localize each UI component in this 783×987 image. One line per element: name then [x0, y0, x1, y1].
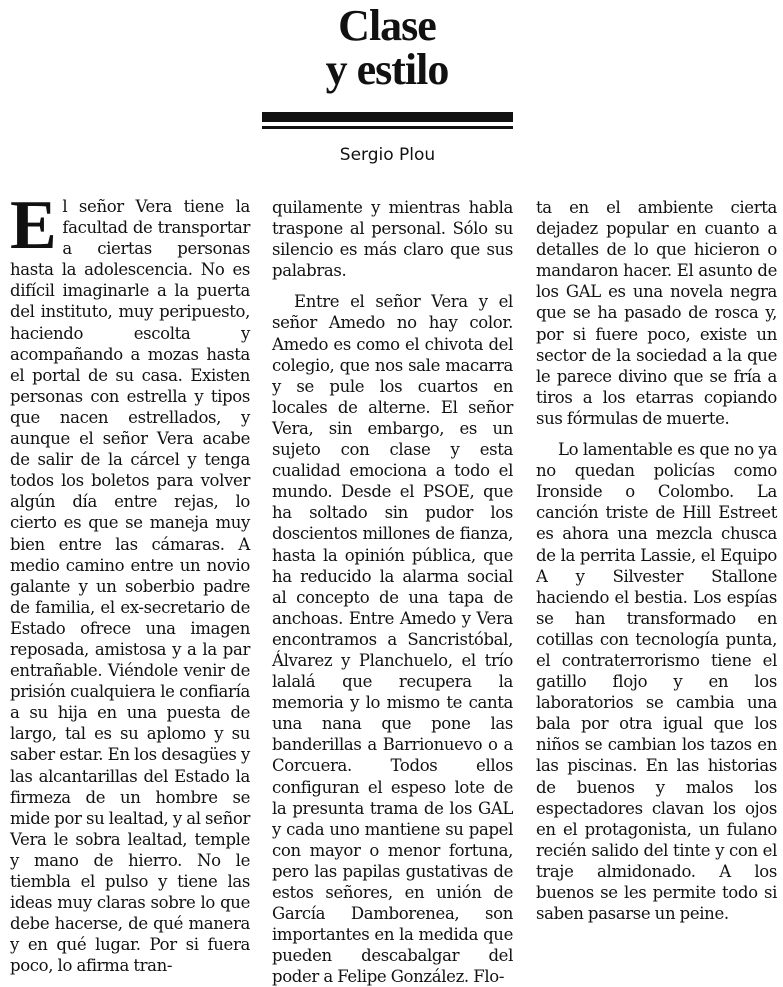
headline-rule-thick [262, 112, 513, 122]
headline-line-2: y estilo [325, 45, 449, 94]
paragraph [10, 187, 250, 976]
paragraph: quilamente y mientras habla traspone al personal. Sólo su silencio es más claro que sus palabras. [272, 198, 513, 281]
headline-rule-thin [262, 126, 513, 129]
paragraph: Entre el señor Vera y el señor Amedo no hay color. Amedo es como el chivota del colegio, que nos sale macarra y se pule los cuartos en locales de alterne. El señor Vera, sin embargo, es un sujeto con clase y esta cualidad emociona a todo el mundo. Desde el PSOE, que ha soltado sin pudor los doscientos millones de fianza, hasta la opinión pública, que ha reducido la alarma social al concepto de una tapa de anchoas. Entre Amedo y Vera encontramos a Sancristóbal, Álvarez y Planchuelo, el trío lalalá que recupera la memoria y lo mismo te canta una nana que pone las banderillas a Barrionuevo o a Corcuera. Todos ellos configuran el espeso lote de la presunta trama de los GAL y cada uno mantiene su papel con mayor o menor fortuna, pero las papilas gustativas de estos señores, en unión de García Damborenea, son importantes en la medida que pueden descabalgar del poder a Felipe González. Flo- [272, 292, 513, 987]
paragraph-text: l señor Vera tiene la facultad de transportar a ciertas personas hasta la adolescencia. No es difícil imaginarle a la puerta del instituto, muy peripuesto, haciendo escolta y acompañando a mozas hasta el portal de su casa. Existen personas con estrella y tipos que nacen estrellados, y aunque el señor Vera acabe de salir de la cárcel y tenga todos los boletos para volver algún día entre rejas, lo cierto es que se maneja muy bien entre las cámaras. A medio camino entre un novio galante y un soberbio padre de familia, el ex-secretario de Estado ofrece una imagen reposada, amistosa y a la par entrañable. Viéndole venir de prisión cualquiera le confiaría a su hija en una puesta de largo, tal es su aplomo y su saber estar. En los desagües y las alcantarillas del Estado la firmeza de un hombre se mide por su lealtad, y al señor Vera le sobra lealtad, temple y mano de hierro. No le tiembla el pulso y tiene las ideas muy claras sobre lo que debe hacerse, de qué manera y en qué lugar. Por si fuera poco, lo afirma tran- [10, 197, 250, 976]
headline-line-1: Clase [338, 1, 436, 50]
paragraph: ta en el ambiente cierta dejadez popular en cuanto a detalles de lo que hicieron o mandaron hacer. El asunto de los GAL es una novela negra que se ha pasado de rosca y, por si fuere poco, existe un sector de la sociedad a la que le parece divino que se fría a tiros a los etarras copiando sus fórmulas de muerte. [536, 198, 777, 428]
column-2 [272, 197, 513, 987]
byline: Sergio Plou [339, 145, 436, 165]
headline [262, 1, 512, 94]
column-3 [536, 197, 777, 924]
drop-cap: E [10, 187, 57, 264]
paragraph: Lo lamentable es que no ya no quedan policías como Ironside o Colombo. La canción triste de Hill Estreet es ahora una mezcla chusca de la perrita Lassie, el Equipo A y Silvester Stallone haciendo el bestia. Los espías se han transformado en cotillas con tecnología punta, el contraterrorismo tiene el gatillo flojo y en los laboratorios se cambia una bala por otra igual que los niños se cambian los tazos en las piscinas. En las historias de buenos y malos los espectadores clavan los ojos en el protagonista, un fulano recién salido del tinte y con el traje almidonado. A los buenos se les permite todo si saben pasarse un peine. [536, 440, 777, 924]
column-1 [10, 187, 250, 976]
